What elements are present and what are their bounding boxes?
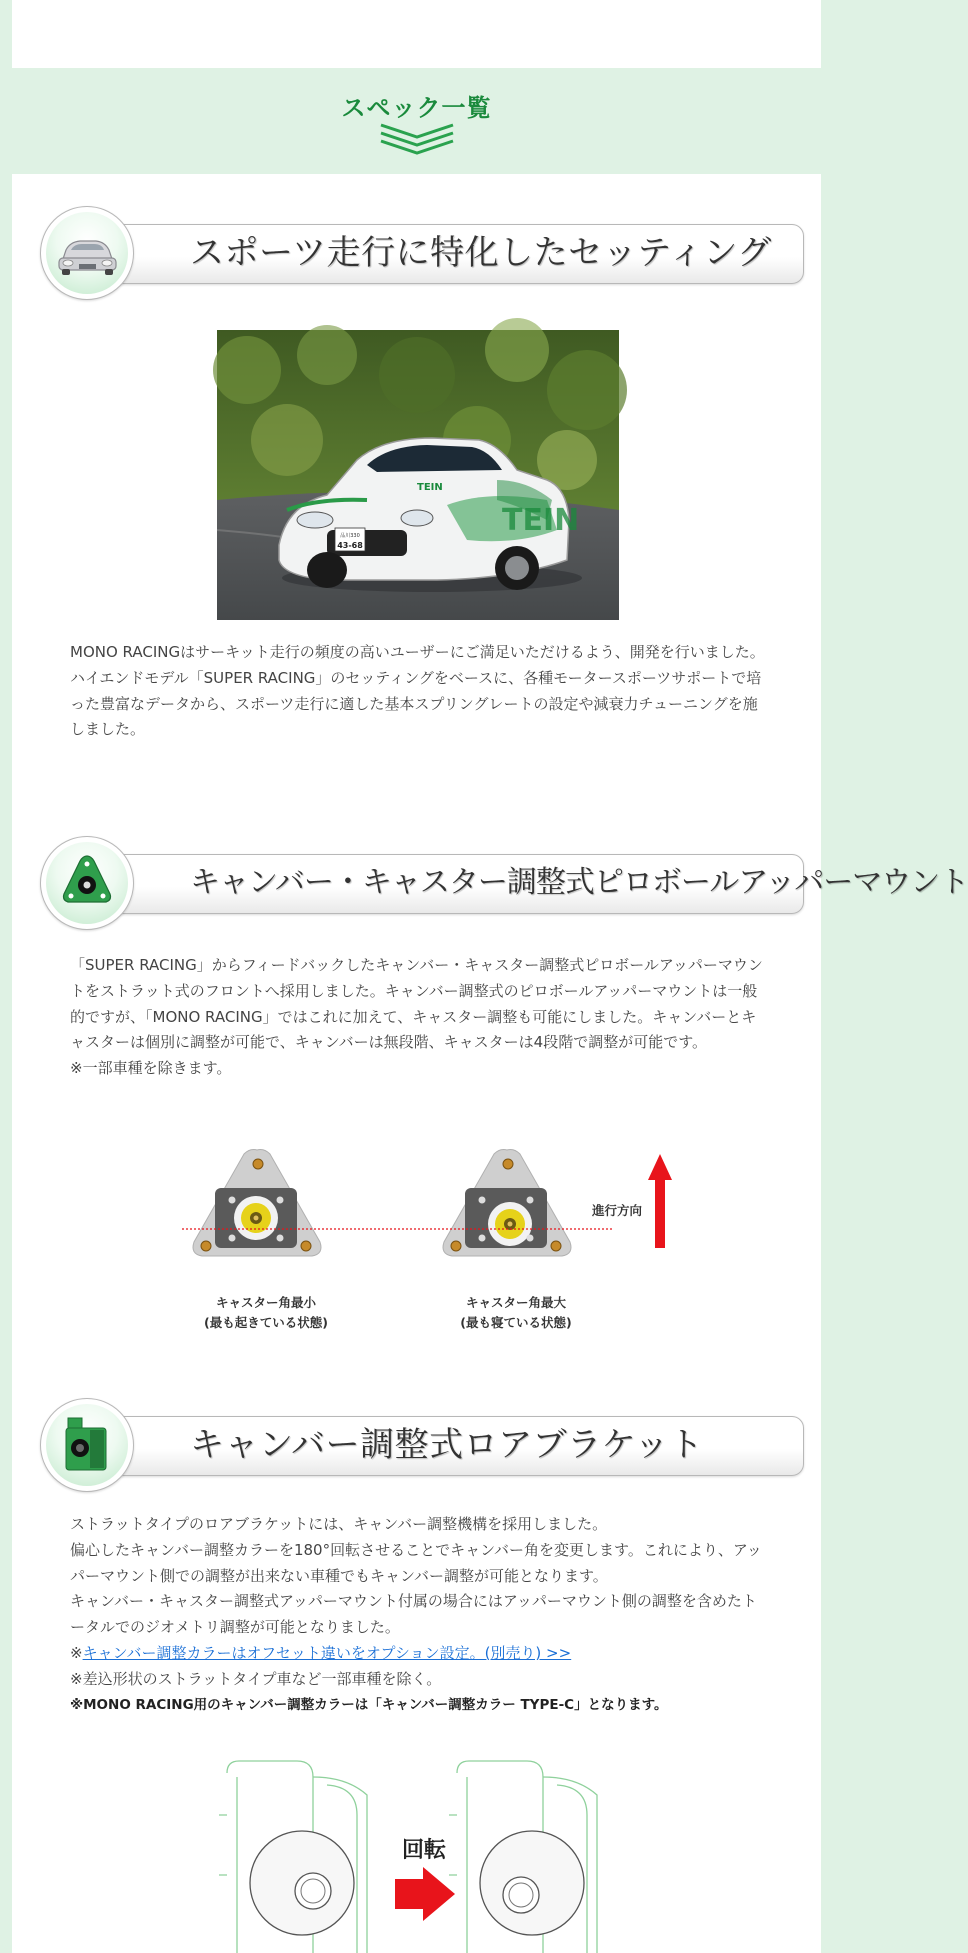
rotate-arrow-icon: [395, 1867, 455, 1921]
caster-min-title: キャスター角最小: [215, 1295, 316, 1310]
svg-text:43-68: 43-68: [337, 541, 363, 550]
race-car-image: [217, 330, 619, 620]
svg-text:TEIN: TEIN: [502, 503, 580, 538]
note-bold-line: ※MONO RACING用のキャンバー調整カラーは「キャンバー調整カラー TYPE-C」となります。: [70, 1696, 668, 1713]
camber-collar-before: [250, 1831, 354, 1935]
caster-max-title: キャスター角最大: [465, 1295, 566, 1310]
body-paragraph: 「SUPER RACING」からフィードバックしたキャンバー・キャスター調整式ピロボールアッパーマウントをストラット式のフロントへ採用しました。キャンバー調整式のピロボールアッパーマウントは一般的ですが、「MONO RACING」ではこれに加えて、キャスター調整も可能にしました。キャンバーとキャスターは個別に調整が可能で、キャンバーは無段階、キャスターは4段階で調整が可能です。: [70, 956, 763, 1052]
section-title: スポーツ走行に特化したセッティング: [190, 233, 772, 273]
section-heading-lower-bracket: [40, 1398, 802, 1494]
chevron-down-icon: [379, 122, 455, 154]
caster-angle-diagram: [162, 1140, 692, 1290]
direction-arrow-icon: [648, 1154, 672, 1248]
heading-icon-frame: [40, 206, 134, 300]
upper-mount-min-caster: [193, 1150, 321, 1257]
caster-min-label: [176, 1293, 356, 1333]
camber-collar-after: [480, 1831, 584, 1935]
section-body-lower-bracket: [70, 1512, 770, 1718]
rotate-label: 回転: [401, 1838, 447, 1863]
camber-collar-rotation-diagram: [217, 1755, 637, 1953]
section-body-sports-setting: [70, 640, 770, 743]
body-paragraph: ストラットタイプのロアブラケットには、キャンバー調整機構を採用しました。: [70, 1515, 608, 1533]
upper-mount-icon: [46, 842, 128, 924]
race-car-photo: [217, 330, 619, 620]
section-title: キャンバー調整式ロアブラケット: [190, 1425, 704, 1465]
camber-collar-option-link[interactable]: キャンバー調整カラーはオフセット違いをオプション設定。(別売り) >>: [82, 1643, 572, 1662]
spec-list-title: スペック一覧: [341, 94, 492, 122]
section-title: キャンバー・キャスター調整式ピロボールアッパーマウント: [190, 865, 968, 900]
note-line: ※差込形状のストラットタイプ車など一部車種を除く。: [70, 1669, 442, 1688]
body-paragraph: MONO RACINGはサーキット走行の頻度の高いユーザーにご満足いただけるよう、開発を行いました。: [70, 643, 765, 661]
body-paragraph: キャンバー・キャスター調整式アッパーマウント付属の場合にはアッパーマウント側の調整を含めたトータルでのジオメトリ調整が可能となりました。: [70, 1592, 757, 1637]
caster-min-note: (最も起きている状態): [204, 1315, 328, 1330]
direction-label: 進行方向: [592, 1203, 643, 1218]
body-paragraph: 偏心したキャンバー調整カラーを180°回転させることでキャンバー角を変更します。これにより、アッパーマウント側での調整が出来ない車種でもキャンバー調整が可能となります。: [70, 1540, 762, 1585]
section-body-upper-mount: [70, 953, 770, 1082]
lower-bracket-icon: [46, 1404, 128, 1486]
upper-mount-max-caster: [443, 1150, 571, 1257]
section-heading-sports-setting: [40, 206, 802, 302]
link-prefix: ※: [70, 1643, 83, 1662]
svg-text:TEIN: TEIN: [417, 482, 443, 493]
page: [12, 0, 968, 1953]
svg-text:品川330: 品川330: [340, 533, 360, 539]
body-paragraph: ※一部車種を除きます。: [70, 1059, 232, 1078]
heading-icon-frame: [40, 836, 134, 930]
top-spacer: [12, 0, 821, 68]
body-paragraph: ハイエンドモデル「SUPER RACING」のセッティングをベースに、各種モータースポーツサポートで培った豊富なデータから、スポーツ走行に適した基本スプリングレートの設定や減衰力チューニングを施しました。: [70, 668, 762, 739]
car-icon: [46, 212, 128, 294]
caster-max-label: [426, 1293, 606, 1333]
heading-icon-frame: [40, 1398, 134, 1492]
section-heading-upper-mount: [40, 836, 968, 932]
caster-max-note: (最も寝ている状態): [460, 1315, 572, 1330]
option-link-line: [70, 1641, 770, 1667]
spec-list-header: [12, 68, 821, 174]
